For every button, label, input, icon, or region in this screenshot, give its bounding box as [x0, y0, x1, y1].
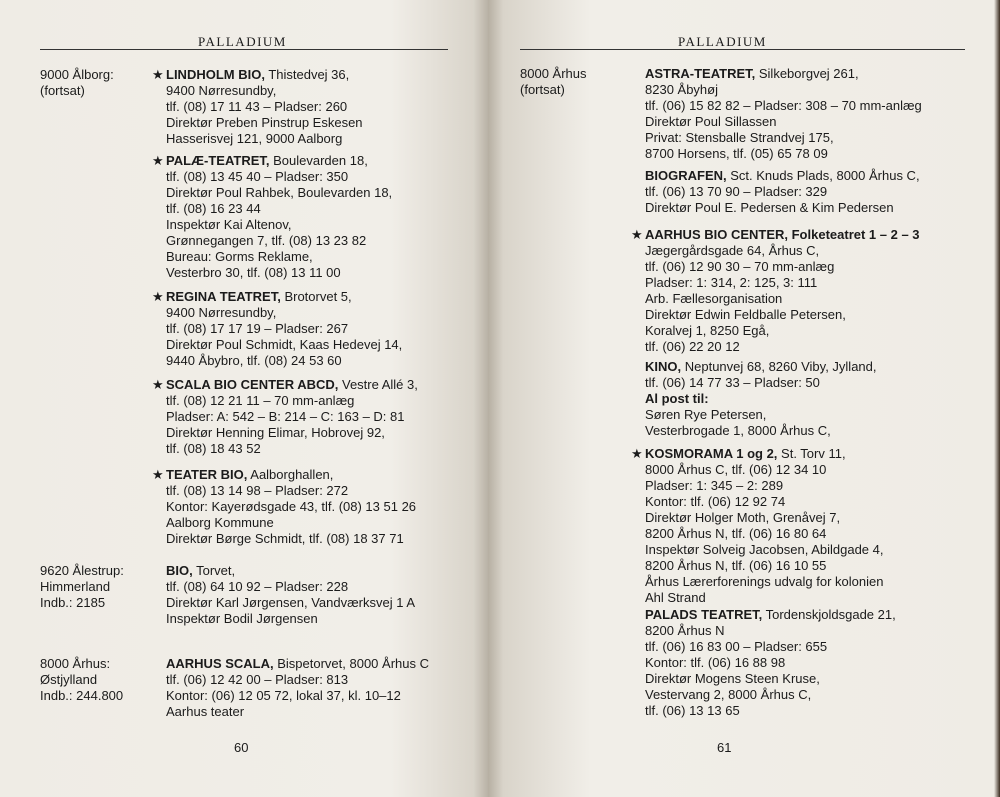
entry-line: Kontor: Kayerødsgade 43, tlf. (08) 13 51 26: [166, 499, 417, 514]
entry-line: Århus Lærerforenings udvalg for kolonien: [645, 574, 884, 589]
entry-line: Direktør Poul E. Pedersen & Kim Pedersen: [645, 200, 894, 215]
cinema-entry: [645, 359, 877, 439]
entry-line: Søren Rye Petersen,: [645, 407, 767, 422]
location-line: Indb.: 244.800: [40, 688, 124, 703]
star-icon: ★: [152, 153, 164, 168]
cinema-entry: [645, 607, 896, 719]
page-number: 60: [234, 740, 249, 755]
cinema-name: BIOGRAFEN,: [645, 168, 727, 183]
entry-line: 9400 Nørresundby,: [166, 305, 277, 320]
cinema-entry: [152, 289, 403, 369]
location-line: Østjylland: [40, 672, 98, 687]
entry-line: Vestre Allé 3,: [338, 377, 418, 392]
entry-line: 8700 Horsens, tlf. (05) 65 78 09: [645, 146, 828, 161]
entry-line: tlf. (06) 22 20 12: [645, 339, 740, 354]
entry-line: Pladser: A: 542 – B: 214 – C: 163 – D: 81: [166, 409, 405, 424]
entry-line: Direktør Preben Pinstrup Eskesen: [166, 115, 363, 130]
entry-line: Bureau: Gorms Reklame,: [166, 249, 313, 264]
entry-line: Boulevarden 18,: [269, 153, 368, 168]
location-label: [40, 67, 114, 99]
cinema-name: KOSMORAMA 1 og 2,: [645, 446, 778, 461]
entry-line: 8230 Åbyhøj: [645, 82, 718, 97]
location-line: 8000 Århus: [520, 66, 587, 81]
entry-line: 8200 Århus N, tlf. (06) 16 10 55: [645, 558, 827, 573]
entry-line: Vesterbro 30, tlf. (08) 13 11 00: [166, 265, 341, 280]
cinema-name: SCALA BIO CENTER ABCD,: [166, 377, 339, 392]
entry-line: Silkeborgvej 261,: [755, 66, 859, 81]
entry-line: St. Torv 11,: [777, 446, 846, 461]
entry-line: tlf. (08) 16 23 44: [166, 201, 261, 216]
entry-line: Privat: Stensballe Strandvej 175,: [645, 130, 834, 145]
entry-line: Direktør Karl Jørgensen, Vandværksvej 1 A: [166, 595, 416, 610]
entry-line: Direktør Poul Sillassen: [645, 114, 777, 129]
entry-line: Vesterbrogade 1, 8000 Århus C,: [645, 423, 831, 438]
entry-line: tlf. (08) 64 10 92 – Pladser: 228: [166, 579, 349, 594]
entry-line: tlf. (06) 15 82 82 – Pladser: 308 – 70 mm-anlæg: [645, 98, 922, 113]
entry-line: Hasserisvej 121, 9000 Aalborg: [166, 131, 343, 146]
entry-line: Inspektør Solveig Jacobsen, Abildgade 4,: [645, 542, 884, 557]
entry-line: Aalborg Kommune: [166, 515, 274, 530]
location-label: [520, 66, 587, 98]
entry-line: tlf. (06) 13 13 65: [645, 703, 740, 718]
left-page: [0, 0, 488, 797]
cinema-name: PALADS TEATRET,: [645, 607, 763, 622]
entry-line: tlf. (06) 14 77 33 – Pladser: 50: [645, 375, 820, 390]
cinema-entry: [152, 67, 363, 147]
cinema-name: REGINA TEATRET,: [166, 289, 281, 304]
right-page: [488, 0, 1000, 797]
location-line: Indb.: 2185: [40, 595, 106, 610]
entry-line: tlf. (08) 13 14 98 – Pladser: 272: [166, 483, 349, 498]
cinema-entry: [166, 563, 415, 627]
entry-line: Koralvej 1, 8250 Egå,: [645, 323, 770, 338]
page-edge-shadow: [994, 0, 1000, 797]
entry-line: 9400 Nørresundby,: [166, 83, 277, 98]
location-label: [40, 563, 124, 611]
entry-line: Ahl Strand: [645, 590, 706, 605]
cinema-entry: [631, 227, 920, 355]
entry-line: Direktør Edwin Feldballe Petersen,: [645, 307, 846, 322]
entry-line: Direktør Holger Moth, Grenåvej 7,: [645, 510, 841, 525]
header-rule: [40, 49, 448, 50]
entry-line: Direktør Poul Schmidt, Kaas Hedevej 14,: [166, 337, 403, 352]
entry-line: Brotorvet 5,: [280, 289, 352, 304]
entry-line: Jægergårdsgade 64, Århus C,: [645, 243, 820, 258]
entry-line: Aalborghallen,: [247, 467, 334, 482]
entry-line: Direktør Poul Rahbek, Boulevarden 18,: [166, 185, 393, 200]
entry-line: Kontor: (06) 12 05 72, lokal 37, kl. 10–12: [166, 688, 401, 703]
entry-line: tlf. (06) 13 70 90 – Pladser: 329: [645, 184, 828, 199]
entry-line: tlf. (06) 12 42 00 – Pladser: 813: [166, 672, 349, 687]
running-header: PALLADIUM: [678, 34, 767, 49]
cinema-entry: [152, 377, 418, 457]
entry-line: Bispetorvet, 8000 Århus C: [273, 656, 429, 671]
cinema-entry: [645, 168, 920, 216]
cinema-name: BIO,: [166, 563, 193, 578]
running-header: PALLADIUM: [198, 34, 287, 49]
cinema-name: ASTRA-TEATRET,: [645, 66, 756, 81]
cinema-name: AARHUS BIO CENTER, Folketeatret 1 – 2 – 3: [645, 227, 920, 242]
entry-line: Direktør Børge Schmidt, tlf. (08) 18 37 71: [166, 531, 404, 546]
entry-line: Kontor: tlf. (06) 16 88 98: [645, 655, 786, 670]
entry-line: tlf. (08) 13 45 40 – Pladser: 350: [166, 169, 349, 184]
star-icon: ★: [152, 467, 164, 482]
entry-line: tlf. (08) 18 43 52: [166, 441, 261, 456]
entry-line: Neptunvej 68, 8260 Viby, Jylland,: [681, 359, 877, 374]
location-line: (fortsat): [520, 82, 565, 97]
entry-line: tlf. (08) 17 11 43 – Pladser: 260: [166, 99, 348, 114]
location-line: 9620 Ålestrup:: [40, 563, 124, 578]
entry-line: Thistedvej 36,: [264, 67, 350, 82]
entry-line: 9440 Åbybro, tlf. (08) 24 53 60: [166, 353, 342, 368]
cinema-entry: [645, 66, 922, 162]
star-icon: ★: [631, 227, 643, 242]
entry-line: Inspektør Kai Altenov,: [166, 217, 292, 232]
entry-line: Arb. Fællesorganisation: [645, 291, 783, 306]
entry-line: tlf. (08) 12 21 11 – 70 mm-anlæg: [166, 393, 355, 408]
entry-line: Grønnegangen 7, tlf. (08) 13 23 82: [166, 233, 367, 248]
page-number: 61: [717, 740, 732, 755]
cinema-entry: [152, 153, 393, 281]
entry-line: Kontor: tlf. (06) 12 92 74: [645, 494, 786, 509]
entry-line: Pladser: 1: 314, 2: 125, 3: 111: [645, 275, 818, 290]
entry-line: 8000 Århus C, tlf. (06) 12 34 10: [645, 462, 827, 477]
entry-line: tlf. (06) 16 83 00 – Pladser: 655: [645, 639, 828, 654]
entry-line: Pladser: 1: 345 – 2: 289: [645, 478, 784, 493]
location-line: Himmerland: [40, 579, 111, 594]
star-icon: ★: [631, 446, 643, 461]
entry-line: Vestervang 2, 8000 Århus C,: [645, 687, 812, 702]
entry-line: Inspektør Bodil Jørgensen: [166, 611, 318, 626]
cinema-name: LINDHOLM BIO,: [166, 67, 265, 82]
star-icon: ★: [152, 67, 164, 82]
entry-line: Direktør Henning Elimar, Hobrovej 92,: [166, 425, 385, 440]
star-icon: ★: [152, 377, 164, 392]
location-line: 9000 Ålborg:: [40, 67, 114, 82]
entry-line: Al post til:: [645, 391, 709, 406]
location-label: [40, 656, 123, 704]
cinema-name: KINO,: [645, 359, 682, 374]
entry-line: tlf. (08) 17 17 19 – Pladser: 267: [166, 321, 349, 336]
cinema-name: AARHUS SCALA,: [166, 656, 274, 671]
entry-line: tlf. (06) 12 90 30 – 70 mm-anlæg: [645, 259, 835, 274]
entry-line: Tordenskjoldsgade 21,: [762, 607, 896, 622]
cinema-entry: [631, 446, 884, 606]
location-line: 8000 Århus:: [40, 656, 111, 671]
entry-line: Aarhus teater: [166, 704, 245, 719]
entry-line: Torvet,: [192, 563, 236, 578]
cinema-name: TEATER BIO,: [166, 467, 248, 482]
cinema-name: PALÆ-TEATRET,: [166, 153, 270, 168]
entry-line: Sct. Knuds Plads, 8000 Århus C,: [726, 168, 920, 183]
star-icon: ★: [152, 289, 164, 304]
entry-line: 8200 Århus N: [645, 623, 725, 638]
cinema-entry: [152, 467, 417, 547]
entry-line: 8200 Århus N, tlf. (06) 16 80 64: [645, 526, 827, 541]
header-rule: [520, 49, 965, 50]
entry-line: Direktør Mogens Steen Kruse,: [645, 671, 820, 686]
cinema-entry: [166, 656, 429, 720]
location-line: (fortsat): [40, 83, 85, 98]
